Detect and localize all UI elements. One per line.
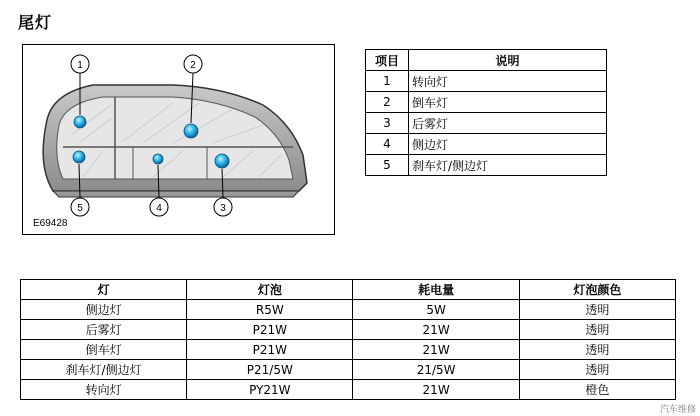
spec-color: 橙色 — [519, 380, 675, 400]
spec-row — [21, 360, 676, 380]
callout-label-1: 1 — [77, 60, 83, 71]
legend-item-description: 倒车灯 — [409, 92, 607, 113]
legend-item-number: 3 — [366, 113, 409, 134]
spec-bulb: R5W — [187, 300, 353, 320]
callout-label-4: 4 — [156, 203, 162, 214]
tail-lamp-illustration — [23, 45, 334, 234]
legend-item-number: 1 — [366, 71, 409, 92]
legend-row — [366, 155, 607, 176]
spec-row — [21, 340, 676, 360]
legend-item-description: 侧边灯 — [409, 134, 607, 155]
legend-header-item: 项目 — [366, 50, 409, 71]
callout-label-3: 3 — [220, 203, 226, 214]
legend-row — [366, 92, 607, 113]
spec-lamp: 转向灯 — [21, 380, 187, 400]
bulb-4 — [153, 154, 163, 164]
spec-color: 透明 — [519, 320, 675, 340]
legend-item-number: 5 — [366, 155, 409, 176]
legend-row — [366, 134, 607, 155]
spec-bulb: P21W — [187, 320, 353, 340]
spec-color: 透明 — [519, 360, 675, 380]
bulb-1 — [74, 116, 86, 128]
page-title: 尾灯 — [18, 13, 53, 32]
callout-label-2: 2 — [190, 60, 196, 71]
spec-header-color: 灯泡颜色 — [519, 280, 675, 300]
figure-code: E69428 — [33, 218, 68, 229]
spec-power: 21W — [353, 320, 519, 340]
legend-row — [366, 71, 607, 92]
callout-label-5: 5 — [77, 203, 83, 214]
tail-lamp-figure — [22, 44, 335, 235]
spec-header-bulb: 灯泡 — [187, 280, 353, 300]
spec-bulb: P21/5W — [187, 360, 353, 380]
watermark: 汽车维修 — [659, 405, 696, 415]
spec-row — [21, 320, 676, 340]
bulb-spec-table — [20, 279, 676, 400]
legend-item-number: 4 — [366, 134, 409, 155]
legend-item-number: 2 — [366, 92, 409, 113]
spec-lamp: 侧边灯 — [21, 300, 187, 320]
spec-row — [21, 380, 676, 400]
spec-bulb: P21W — [187, 340, 353, 360]
spec-row — [21, 300, 676, 320]
legend-item-description: 后雾灯 — [409, 113, 607, 134]
legend-row — [366, 113, 607, 134]
spec-header-lamp: 灯 — [21, 280, 187, 300]
spec-power: 5W — [353, 300, 519, 320]
legend-header-row — [366, 50, 607, 71]
bulb-3 — [215, 154, 229, 168]
legend-item-description: 转向灯 — [409, 71, 607, 92]
legend-item-description: 刹车灯/侧边灯 — [409, 155, 607, 176]
spec-bulb: PY21W — [187, 380, 353, 400]
spec-color: 透明 — [519, 300, 675, 320]
bulb-2 — [184, 124, 198, 138]
spec-lamp: 刹车灯/侧边灯 — [21, 360, 187, 380]
spec-power: 21W — [353, 340, 519, 360]
spec-header-row — [21, 280, 676, 300]
legend-header-description: 说明 — [409, 50, 607, 71]
spec-power: 21W — [353, 380, 519, 400]
spec-lamp: 后雾灯 — [21, 320, 187, 340]
legend-table — [365, 49, 607, 176]
spec-power: 21/5W — [353, 360, 519, 380]
spec-color: 透明 — [519, 340, 675, 360]
spec-header-power: 耗电量 — [353, 280, 519, 300]
spec-lamp: 倒车灯 — [21, 340, 187, 360]
bulb-5 — [73, 151, 85, 163]
